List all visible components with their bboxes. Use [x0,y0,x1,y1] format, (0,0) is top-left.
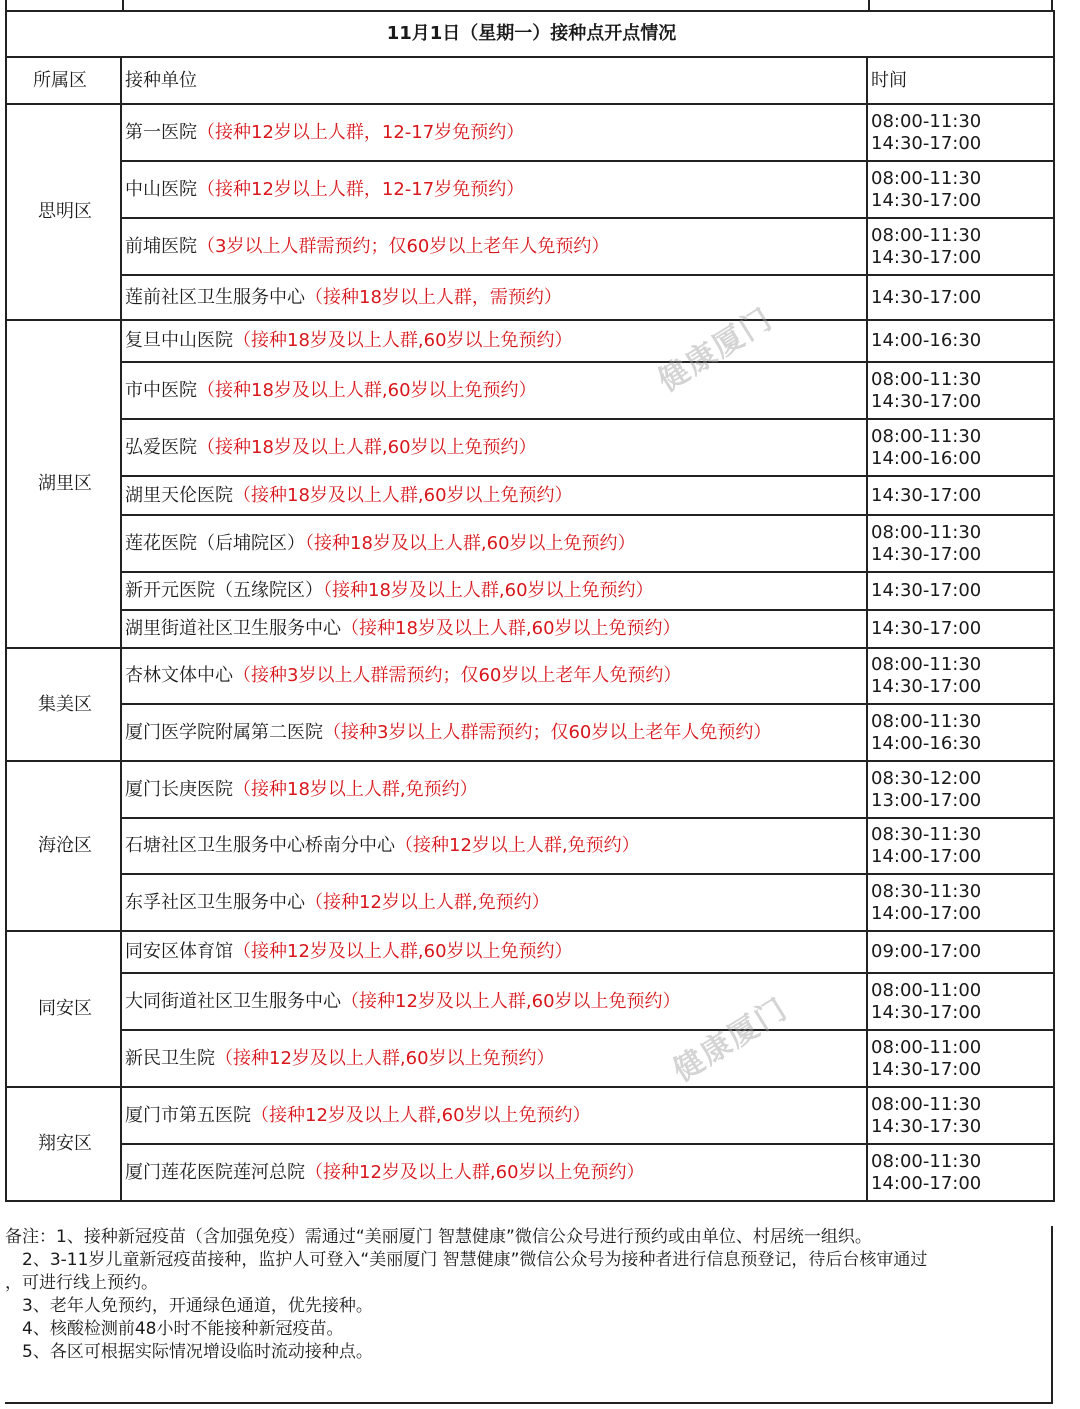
unit-name: 中山医院 [125,178,197,200]
unit-cell [121,761,867,818]
table-title: 11月1日（星期一）接种点开点情况 [6,11,1054,57]
time-cell [867,931,1054,973]
time-cell [867,218,1054,275]
unit-name: 前埔医院 [125,235,197,257]
unit-name: 市中医院 [125,379,197,401]
time-cell [867,275,1054,320]
time-slot: 08:00-11:30 [871,167,982,189]
table-row [6,572,1054,610]
time-slot: 13:00-17:00 [871,789,982,811]
unit-name: 新民卫生院 [125,1047,215,1069]
table-row [6,648,1054,704]
unit-name: 石塘社区卫生服务中心桥南分中心 [125,835,395,856]
time-slot: 14:00-17:00 [871,846,982,867]
time-slot: 14:00-17:00 [871,902,982,924]
unit-note: （接种18岁以上人群，需预约） [305,286,562,308]
unit-name: 湖里天伦医院 [125,484,233,506]
district-cell: 集美区 [6,648,121,761]
unit-note: （接种18岁及以上人群,60岁以上免预约） [233,484,573,506]
unit-name: 厦门莲花医院莲河总院 [125,1161,305,1183]
time-slot: 14:30-17:00 [871,132,982,154]
unit-note: （接种18岁以上人群,免预约） [233,778,478,800]
table-row [6,320,1054,362]
time-cell [867,874,1054,931]
unit-name: 湖里街道社区卫生服务中心 [125,618,341,639]
unit-note: （接种12岁及以上人群,60岁以上免预约） [215,1047,555,1069]
unit-note: （接种18岁及以上人群,60岁以上免预约） [233,330,573,351]
unit-note: （接种3岁以上人群需预约；仅60岁以上老年人免预约） [323,721,772,743]
unit-note: （接种12岁以上人群，12-17岁免预约） [197,178,525,200]
time-slot: 14:00-16:00 [871,447,982,469]
time-slot: 08:00-11:30 [871,224,982,246]
time-cell [867,515,1054,572]
time-slot: 14:30-17:00 [871,676,982,697]
time-slot: 08:30-11:30 [871,824,982,845]
table-row [6,1144,1054,1201]
time-cell [867,161,1054,218]
watermark: 健康厦门 [667,991,795,1089]
unit-cell [121,1087,867,1144]
time-slot: 08:00-11:30 [871,425,982,447]
table-row [6,818,1054,874]
time-cell [867,761,1054,818]
note-line: ，可进行线上预约。 [5,1273,158,1293]
time-slot: 14:30-17:00 [871,189,982,211]
unit-cell [121,610,867,648]
time-slot: 08:30-12:00 [871,767,982,789]
time-cell [867,1087,1054,1144]
table-row [6,104,1054,161]
notes-section [5,1226,1053,1402]
unit-note: （接种18岁及以上人群,60岁以上免预约） [323,580,654,601]
time-slot: 08:00-11:30 [871,1093,982,1115]
time-cell [867,1144,1054,1201]
unit-name: 厦门市第五医院 [125,1104,251,1126]
district-cell: 同安区 [6,931,121,1087]
unit-cell [121,818,867,874]
table-row [6,362,1054,419]
unit-cell [121,572,867,610]
district-cell: 翔安区 [6,1087,121,1201]
time-slot: 08:00-11:00 [871,979,982,1001]
unit-note: （接种3岁以上人群需预约；仅60岁以上老年人免预约） [233,665,682,686]
unit-note: （接种12岁及以上人群,60岁以上免预约） [233,941,573,962]
table-row [6,610,1054,648]
table-row [6,515,1054,572]
unit-name: 弘爱医院 [125,436,197,458]
unit-cell [121,704,867,761]
time-slot: 14:30-17:00 [871,1058,982,1080]
district-cell: 思明区 [6,104,121,320]
table-row [6,874,1054,931]
time-slot: 08:00-11:30 [871,1150,982,1172]
time-slot: 14:30-17:00 [871,484,982,506]
time-cell [867,648,1054,704]
table-row [6,218,1054,275]
table-row [6,931,1054,973]
unit-cell [121,648,867,704]
header-unit: 接种单位 [121,57,867,104]
unit-cell [121,218,867,275]
unit-cell [121,931,867,973]
table-row [6,973,1054,1030]
unit-name: 第一医院 [125,121,197,143]
time-slot: 14:30-17:00 [871,618,982,639]
time-cell [867,104,1054,161]
time-slot: 08:00-11:30 [871,710,982,732]
unit-note: （接种18岁及以上人群,60岁以上免预约） [197,379,537,401]
table-row [6,161,1054,218]
unit-cell [121,1144,867,1201]
time-slot: 08:00-11:30 [871,368,982,390]
note-line: 3、老年人免预约，开通绿色通道，优先接种。 [5,1296,373,1316]
unit-name: 杏林文体中心 [125,665,233,686]
time-cell [867,362,1054,419]
time-slot: 14:30-17:00 [871,1001,982,1023]
time-slot: 14:30-17:30 [871,1115,982,1137]
table-row [6,419,1054,476]
time-slot: 14:00-16:30 [871,732,982,754]
time-slot: 14:00-16:30 [871,330,982,351]
time-cell [867,572,1054,610]
unit-cell [121,476,867,515]
table-row [6,275,1054,320]
time-cell [867,320,1054,362]
time-cell [867,818,1054,874]
unit-name: 莲花医院（后埔院区） [125,532,305,554]
time-slot: 08:00-11:30 [871,654,982,675]
unit-note: （接种12岁及以上人群,60岁以上免预约） [341,990,681,1012]
unit-note: （接种12岁以上人群,免预约） [305,891,550,913]
unit-name: 厦门医学院附属第二医院 [125,721,323,743]
unit-name: 东孚社区卫生服务中心 [125,891,305,913]
time-cell [867,610,1054,648]
unit-note: （3岁以上人群需预约；仅60岁以上老年人免预约） [197,235,610,257]
top-strip [5,0,1053,10]
schedule-table [5,10,1055,1202]
unit-name: 同安区体育馆 [125,941,233,962]
district-cell: 海沧区 [6,761,121,931]
unit-note: （接种18岁及以上人群,60岁以上免预约） [305,532,636,554]
table-row [6,1087,1054,1144]
note-line: 4、核酸检测前48小时不能接种新冠疫苗。 [5,1319,344,1339]
unit-note: （接种12岁及以上人群,60岁以上免预约） [305,1161,645,1183]
time-slot: 14:30-17:00 [871,390,982,412]
time-slot: 14:30-17:00 [871,580,982,601]
time-slot: 14:30-17:00 [871,286,982,308]
unit-name: 大同街道社区卫生服务中心 [125,990,341,1012]
unit-cell [121,104,867,161]
unit-cell [121,874,867,931]
unit-name: 厦门长庚医院 [125,778,233,800]
district-cell: 湖里区 [6,320,121,648]
unit-cell [121,419,867,476]
unit-cell [121,161,867,218]
time-slot: 08:00-11:30 [871,521,982,543]
time-slot: 14:00-17:00 [871,1172,982,1194]
unit-note: （接种12岁以上人群，12-17岁免预约） [197,121,525,143]
note-line: 备注：1、接种新冠疫苗（含加强免疫）需通过“美丽厦门 智慧健康”微信公众号进行预约或由单位、村居统一组织。 [5,1227,872,1247]
unit-note: （接种12岁以上人群,免预约） [395,835,640,856]
unit-note: （接种18岁及以上人群,60岁以上免预约） [341,618,681,639]
table-row [6,761,1054,818]
unit-cell [121,362,867,419]
time-slot: 08:30-11:30 [871,880,982,902]
table-row [6,476,1054,515]
time-cell [867,476,1054,515]
time-cell [867,419,1054,476]
time-cell [867,973,1054,1030]
unit-name: 莲前社区卫生服务中心 [125,286,305,308]
time-slot: 14:30-17:00 [871,246,982,268]
note-line: 5、各区可根据实际情况增设临时流动接种点。 [5,1342,373,1362]
time-slot: 14:30-17:00 [871,543,982,565]
watermark: 健康厦门 [652,301,780,399]
time-slot: 08:00-11:00 [871,1036,982,1058]
unit-name: 新开元医院（五缘院区） [125,580,323,601]
time-slot: 09:00-17:00 [871,941,982,962]
unit-name: 复旦中山医院 [125,330,233,351]
unit-note: （接种18岁及以上人群,60岁以上免预约） [197,436,537,458]
header-district: 所属区 [6,57,121,104]
unit-note: （接种12岁及以上人群,60岁以上免预约） [251,1104,591,1126]
time-cell [867,704,1054,761]
unit-cell [121,515,867,572]
time-slot: 08:00-11:30 [871,110,982,132]
table-row [6,1030,1054,1087]
table-row [6,704,1054,761]
note-line: 2、3-11岁儿童新冠疫苗接种，监护人可登入“美丽厦门 智慧健康”微信公众号为接种者进行信息预登记，待后台核审通过 [5,1250,928,1270]
header-time: 时间 [867,57,1054,104]
time-cell [867,1030,1054,1087]
